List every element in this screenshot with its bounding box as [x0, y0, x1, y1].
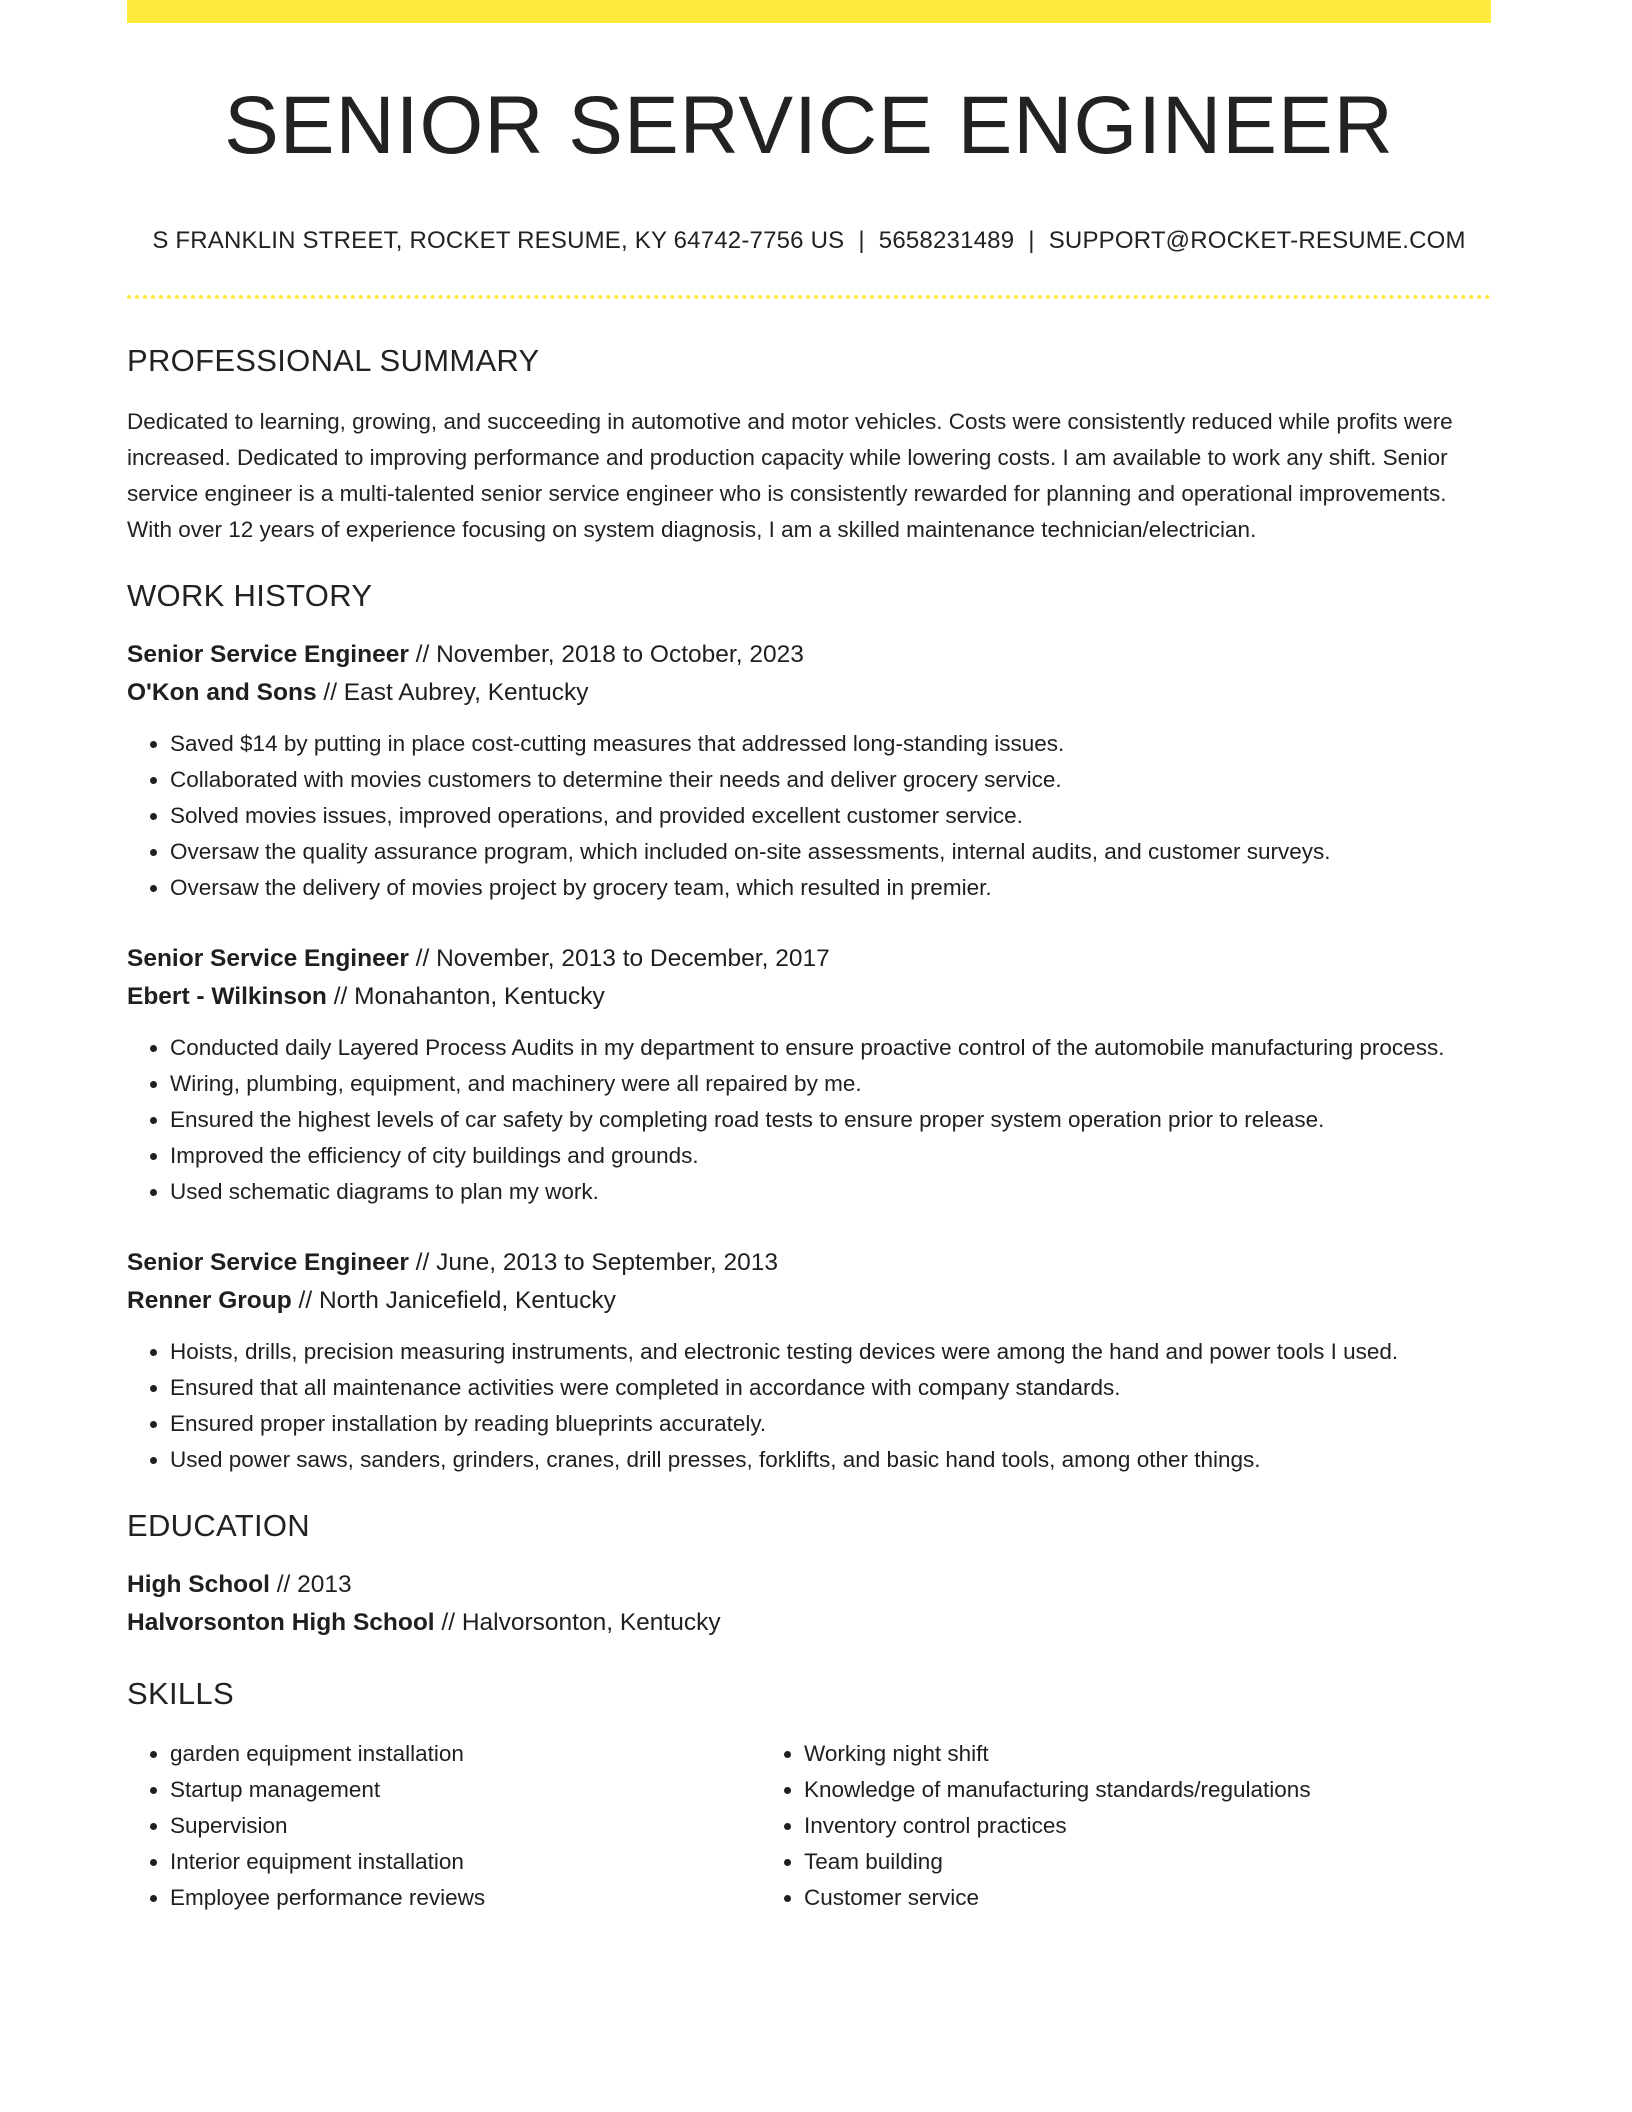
separator: |: [858, 227, 865, 254]
list-item: • Employee performance reviews: [170, 1880, 757, 1916]
skills-column-2: [757, 1736, 1387, 1916]
summary-heading: PROFESSIONAL SUMMARY: [127, 343, 540, 378]
education-school: Halvorsonton High School: [127, 1609, 435, 1636]
list-item: • Conducted daily Layered Process Audits in my department to ensure proactive control of the automobile manufacturing process.: [170, 1030, 1491, 1066]
list-item: • Team building: [804, 1844, 1387, 1880]
skills-heading: SKILLS: [127, 1676, 234, 1711]
list-item: • Ensured that all maintenance activities were completed in accordance with company standards.: [170, 1370, 1491, 1406]
list-item: • Used schematic diagrams to plan my work.: [170, 1174, 1491, 1210]
job-bullets: [127, 1334, 1491, 1478]
dotted-divider: [127, 295, 1491, 299]
phone: 5658231489: [878, 227, 1015, 254]
list-item: • Startup management: [170, 1772, 757, 1808]
skills-list: [127, 1736, 1491, 1916]
list-item: • Oversaw the delivery of movies project by grocery team, which resulted in premier.: [170, 870, 1491, 906]
job-company: Renner Group: [127, 1287, 292, 1314]
education-degree: High School: [127, 1571, 270, 1598]
list-item: • Wiring, plumbing, equipment, and machinery were all repaired by me.: [170, 1066, 1491, 1102]
job-role-line: [127, 940, 1491, 978]
list-item: • Used power saws, sanders, grinders, cranes, drill presses, forklifts, and basic hand tools, among other things.: [170, 1442, 1491, 1478]
education-entry: [127, 1566, 1491, 1642]
list-item: • Interior equipment installation: [170, 1844, 757, 1880]
list-item: • Improved the efficiency of city buildings and grounds.: [170, 1138, 1491, 1174]
list-item: • Customer service: [804, 1880, 1387, 1916]
job-entry: [127, 636, 1491, 906]
work-history-heading: WORK HISTORY: [127, 578, 373, 613]
job-company-line: [127, 978, 1491, 1016]
job-bullets: [127, 726, 1491, 906]
list-item: • Ensured the highest levels of car safety by completing road tests to ensure proper system operation prior to release.: [170, 1102, 1491, 1138]
contact-line: [127, 227, 1491, 255]
list-item: • Saved $14 by putting in place cost-cutting measures that addressed long-standing issues.: [170, 726, 1491, 762]
email: SUPPORT@ROCKET-RESUME.COM: [1048, 227, 1466, 254]
list-item: • Inventory control practices: [804, 1808, 1387, 1844]
job-dates: // June, 2013 to September, 2013: [408, 1249, 779, 1276]
education-year: // 2013: [269, 1571, 352, 1598]
job-bullets: [127, 1030, 1491, 1210]
education-degree-line: [127, 1566, 1491, 1604]
job-location: // Monahanton, Kentucky: [326, 983, 605, 1010]
job-location: // North Janicefield, Kentucky: [291, 1287, 616, 1314]
list-item: • Oversaw the quality assurance program, which included on-site assessments, internal audits, and customer surveys.: [170, 834, 1491, 870]
job-entry: [127, 1244, 1491, 1478]
education-location: // Halvorsonton, Kentucky: [434, 1609, 721, 1636]
job-company-line: [127, 1282, 1491, 1320]
list-item: • Knowledge of manufacturing standards/regulations: [804, 1772, 1387, 1808]
job-role-line: [127, 636, 1491, 674]
job-company: Ebert - Wilkinson: [127, 983, 327, 1010]
job-role-line: [127, 1244, 1491, 1282]
job-location: // East Aubrey, Kentucky: [316, 679, 589, 706]
summary-text: Dedicated to learning, growing, and succeeding in automotive and motor vehicles. Costs were consistently reduced while profits were increased. Dedicated to improving performance and production capacity while lowering costs. I am available to work any shift. Senior service engineer is a multi-talented senior service engineer who is consistently rewarded for planning and operational improvements. With over 12 years of experience focusing on system diagnosis, I am a skilled maintenance technician/electrician.: [127, 409, 1453, 542]
list-item: • Collaborated with movies customers to determine their needs and deliver grocery service.: [170, 762, 1491, 798]
list-item: • Hoists, drills, precision measuring instruments, and electronic testing devices were among the hand and power tools I used.: [170, 1334, 1491, 1370]
job-entry: [127, 940, 1491, 1210]
job-company-line: [127, 674, 1491, 712]
skills-column-1: [127, 1736, 757, 1916]
list-item: • Solved movies issues, improved operations, and provided excellent customer service.: [170, 798, 1491, 834]
job-company: O'Kon and Sons: [127, 679, 317, 706]
separator: |: [1028, 227, 1035, 254]
list-item: • garden equipment installation: [170, 1736, 757, 1772]
job-dates: // November, 2013 to December, 2017: [408, 945, 830, 972]
list-item: • Supervision: [170, 1808, 757, 1844]
address: S FRANKLIN STREET, ROCKET RESUME, KY 64742-7756 US: [152, 227, 845, 254]
list-item: • Ensured proper installation by reading blueprints accurately.: [170, 1406, 1491, 1442]
job-role: Senior Service Engineer: [127, 945, 409, 972]
resume-page: [127, 0, 1491, 1916]
job-role: Senior Service Engineer: [127, 641, 409, 668]
job-role: Senior Service Engineer: [127, 1249, 409, 1276]
accent-bar: [127, 0, 1491, 23]
education-heading: EDUCATION: [127, 1508, 310, 1543]
resume-title: SENIOR SERVICE ENGINEER: [224, 80, 1394, 171]
list-item: • Working night shift: [804, 1736, 1387, 1772]
education-school-line: [127, 1604, 1491, 1642]
job-dates: // November, 2018 to October, 2023: [408, 641, 804, 668]
